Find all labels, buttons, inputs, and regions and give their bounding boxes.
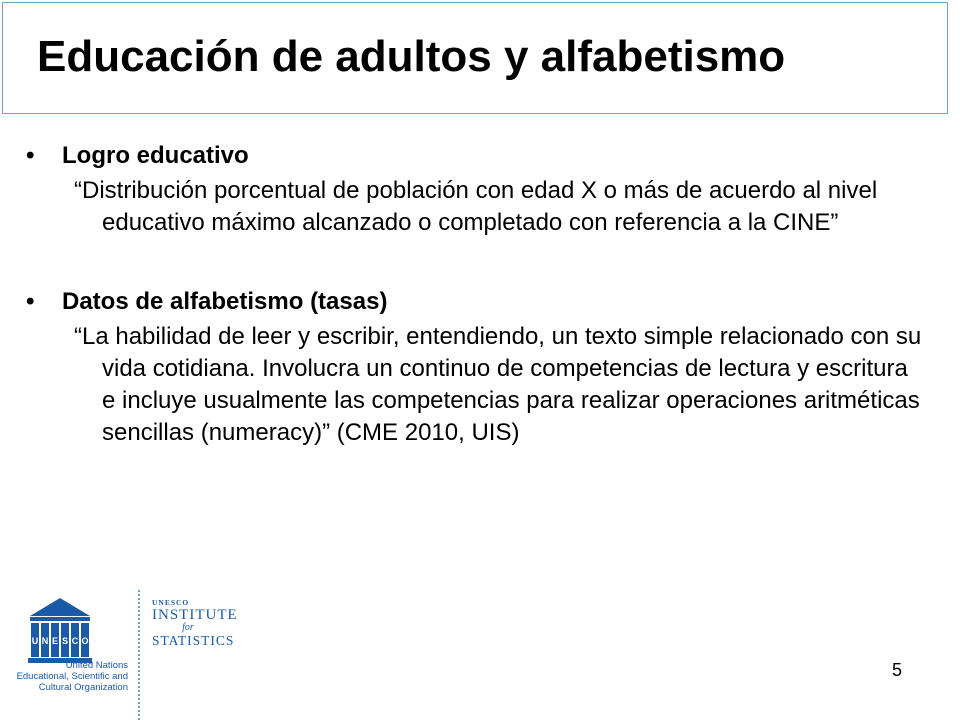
unesco-logo-area — [0, 578, 320, 720]
uis-logo: UNESCO INSTITUTE for STATISTICS — [152, 598, 238, 648]
bullet-logro-educativo — [26, 137, 926, 239]
title-box — [2, 2, 948, 114]
bullet-quote: “La habilidad de leer y escribir, entendiendo, un texto simple relacionado con su vida cotidiana. Involucra un continuo de competencias de lectura y escritura e incluye usualmente las competencias para realizar operaciones aritméticas sencillas (numeracy)” (CME 2010, UIS) — [74, 323, 922, 446]
unesco-letter: E — [51, 636, 59, 646]
bullet-datos-alfabetismo — [26, 283, 926, 449]
unesco-letters — [32, 636, 89, 646]
slide-title: Educación de adultos y alfabetismo — [37, 32, 786, 81]
bullet-quote: “Distribución porcentual de población con edad X o más de acuerdo al nivel educativo máximo alcanzado o completado con referencia a la CINE” — [74, 177, 878, 236]
unesco-letter: S — [61, 636, 69, 646]
unesco-org-name: United Nations Educational, Scientific and Cultural Organization — [16, 660, 128, 693]
page-number: 5 — [892, 660, 903, 680]
bullet-heading: Datos de alfabetismo (tasas) — [62, 288, 388, 315]
unesco-temple-logo — [0, 588, 140, 670]
unesco-letter: O — [81, 636, 89, 646]
temple-architrave — [30, 617, 90, 621]
unesco-letter: N — [41, 636, 49, 646]
logo-divider — [138, 590, 140, 720]
unesco-letter: C — [71, 636, 79, 646]
slide-content — [26, 137, 926, 449]
unesco-letter: U — [31, 636, 39, 646]
bullet-marker: • — [26, 288, 35, 315]
bullet-heading: Logro educativo — [62, 142, 249, 169]
temple-roof — [30, 598, 90, 616]
temple-columns — [31, 623, 89, 657]
bullet-marker: • — [26, 142, 35, 169]
